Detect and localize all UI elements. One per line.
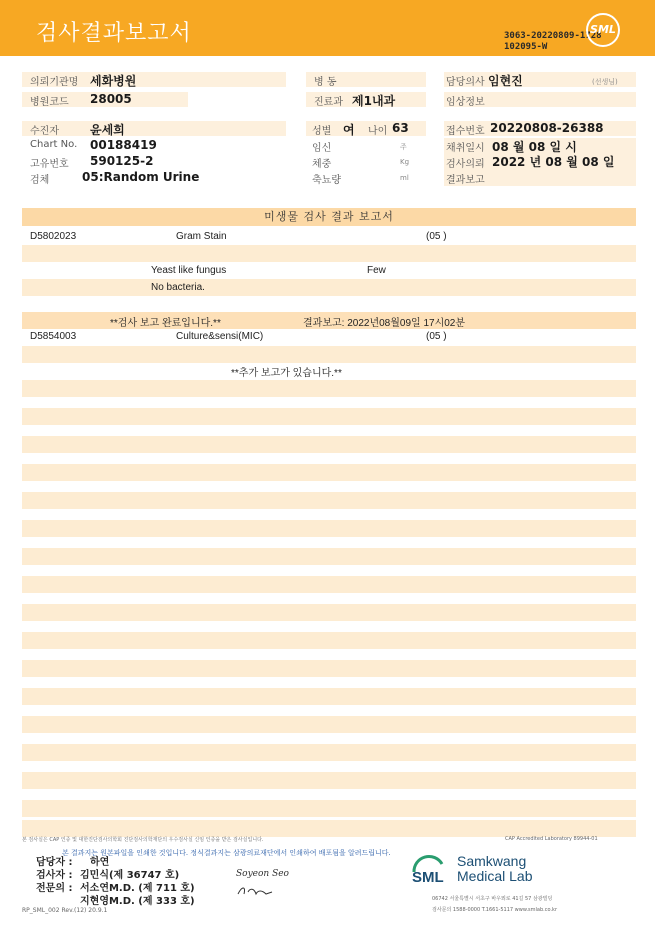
band-row [22,464,636,481]
test2-name: Culture&sensi(MIC) [176,331,264,342]
finding1-name: Yeast like fungus [151,265,227,276]
specialist-1: 서소연M.D. (제 711 호) [80,883,195,894]
clinical-label: 임상정보 [446,97,485,108]
dept-label: 진료과 [314,97,343,108]
report-code-line2: 102095-W [504,42,548,52]
svg-text:SML: SML [412,869,444,886]
id-value: 590125-2 [90,154,154,168]
band-row [22,279,636,296]
address: 06742 서울특별시 서초구 바우뫼로 41길 57 삼광빌딩 [432,896,553,902]
band-row [22,548,636,565]
receipt-label: 접수번호 [446,126,485,137]
manager-label: 담당자 : [36,857,73,868]
doctor-value: 임현진 [488,74,523,88]
band-row [22,800,636,817]
name-label: 수진자 [30,126,59,137]
signature-1: Soyeon Seo [236,869,289,879]
pregnancy-label: 임신 [312,143,332,154]
urine-unit: ml [400,174,409,182]
test1-name: Gram Stain [176,231,227,242]
report-label: 결과보고 [446,175,485,186]
code-value: 28005 [90,92,132,106]
brand-line2: Medical Lab [457,868,533,884]
receipt-value: 20220808-26388 [490,121,604,135]
name-field [22,121,286,136]
collect-value: 08 월 08 일 시 [492,140,577,154]
tester-value: 김민식(제 36747 호) [80,870,180,881]
band-row [22,688,636,705]
age-label: 나이 [368,126,388,137]
chart-value: 00188419 [90,138,157,152]
band-row [22,576,636,593]
sex-label: 성별 [312,126,332,137]
doctor-label: 담당의사 [446,77,485,88]
weight-unit: Kg [400,158,410,166]
band-row [22,772,636,789]
band-row [22,744,636,761]
complete-time: 결과보고: 2022년08월09일 17시02분 [303,318,466,329]
tester-label: 검사자 : [36,870,73,881]
specialist-label: 전문의 : [36,883,73,894]
doctor-suffix: (선생님) [592,78,618,86]
test1-code: D5802023 [30,231,77,242]
report-header [0,0,655,56]
code-label: 병원코드 [30,97,69,108]
accreditation-text: 본 검사실은 CAP 인증 및 대한진단검사의학회 진단검사의학재단의 우수검사실 신임 인증을 받은 검사실입니다. [22,837,264,843]
band-row [22,520,636,537]
band-row [22,245,636,262]
band-row [22,346,636,363]
sml-logo-icon: SML [586,13,620,47]
report-title: 검사결과보고서 [36,21,192,46]
specimen-value: 05:Random Urine [82,170,200,184]
pregnancy-unit: 주 [400,143,407,151]
manager-value: 하연 [90,857,110,868]
urine-label: 축뇨량 [312,175,341,186]
collect-label: 채취일시 [446,143,485,154]
finding1-value: Few [367,265,386,276]
original-notice: 본 결과지는 원본파일을 인쇄한 것입니다. 정식결과지는 삼광의료재단에서 인쇄하여 배포됨을 알려드립니다. [62,849,391,857]
contact: 검사문의 1588-0000 T.1661-5117 www.smlab.co.kr [432,907,557,913]
chart-label: Chart No. [30,139,78,150]
sml-brand-icon [410,852,446,886]
band-row [22,660,636,677]
band-row [22,380,636,397]
specimen-label: 검체 [30,175,50,186]
band-row [22,820,636,837]
name-value: 윤세희 [90,123,125,137]
dept-value: 제1내과 [352,94,396,108]
test1-spec: (05 ) [426,231,447,242]
id-label: 고유번호 [30,159,69,170]
section-title: 미생물 검사 결과 보고서 [22,208,636,226]
band-row [22,408,636,425]
ward-label: 병 동 [314,77,337,88]
specialist-2: 지현영M.D. (제 333 호) [80,896,195,907]
sex-value: 여 [343,123,355,137]
band-row [22,632,636,649]
request-label: 검사의뢰 [446,159,485,170]
brand-line1: Samkwang [457,853,527,869]
signature-2-icon [236,882,276,898]
additional-report-message: **추가 보고가 있습니다.** [231,368,342,379]
band-row [22,492,636,509]
cap-accreditation: CAP Accredited Laboratory 89944-01 [505,836,598,842]
test2-code: D5854003 [30,331,77,342]
brand-name [457,854,533,884]
finding2-name: No bacteria. [151,282,205,293]
test2-spec: (05 ) [426,331,447,342]
request-value: 2022 년 08 월 08 일 [492,155,615,169]
band-row [22,604,636,621]
form-code: RP_SML_002 Rev.(12) 20.9.1 [22,907,108,914]
band-row [22,716,636,733]
hospital-label: 의뢰기관명 [30,77,79,88]
hospital-value: 세화병원 [90,74,137,88]
band-row [22,436,636,453]
age-value: 63 [392,121,409,135]
weight-label: 체중 [312,159,332,170]
complete-message: **검사 보고 완료입니다.** [110,318,221,329]
report-code-line1: 3063-20220809-1728 [504,31,602,41]
